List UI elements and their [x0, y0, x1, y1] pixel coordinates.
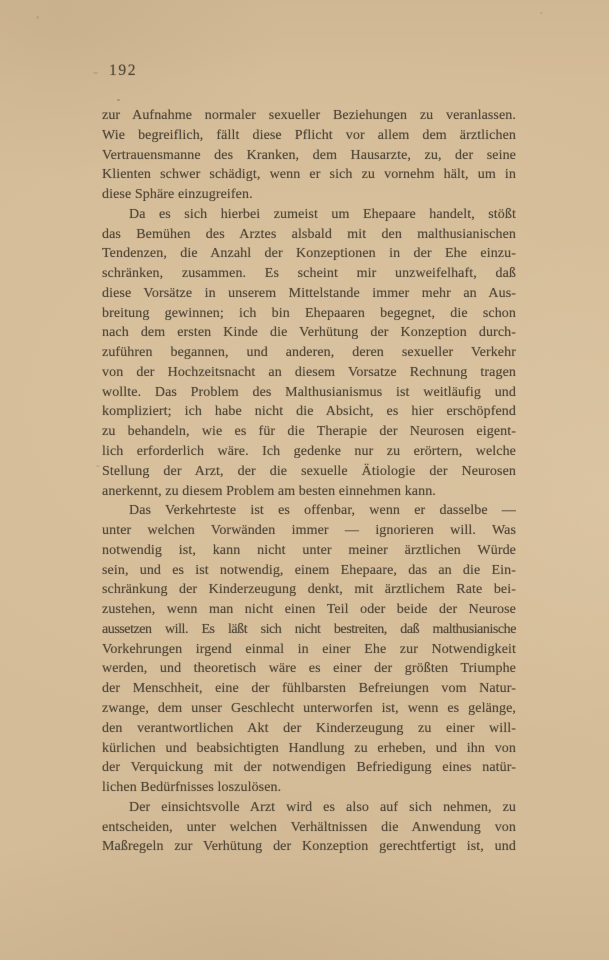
text-line: der Verquickung mit der notwendigen Befriedigung eines natür-: [102, 760, 516, 776]
text-line: anerkennt, zu diesem Problem am besten einnehmen kann.: [102, 483, 436, 499]
text-line: zur Aufnahme normaler sexueller Beziehungen zu veranlassen.: [102, 108, 516, 123]
paper-speck: [93, 72, 98, 74]
text-line: Stellung der Arzt, der die sexuelle Ätiologie der Neurosen: [102, 463, 516, 479]
text-line: notwendig ist, kann nicht unter meiner ärztlichen Würde: [102, 542, 516, 558]
paper-speck: [96, 465, 100, 467]
text-line: von der Hochzeitsnacht an diesem Vorsatze Rechnung tragen: [102, 364, 516, 380]
text-line: Tendenzen, die Anzahl der Konzeptionen in der Ehe einzu-: [102, 246, 516, 262]
text-line: zustehen, wenn man nicht einen Teil oder beide der Neurose: [102, 602, 516, 618]
text-line: entscheiden, unter welchen Verhältnissen die Anwendung von: [102, 819, 516, 835]
text-line: kürlichen und beabsichtigten Handlung zu erheben, und ihn von: [102, 740, 516, 756]
paper-speck: [540, 12, 543, 14]
text-line: schränken, zusammen. Es scheint mir unzweifelhaft, daß: [102, 266, 516, 282]
text-line: diese Vorsätze in unserem Mittelstande immer mehr an Aus-: [102, 285, 516, 301]
text-line: diese Sphäre einzugreifen.: [102, 187, 253, 203]
text-line: werden, und theoretisch wäre es einer der größten Triumphe: [102, 661, 516, 677]
text-line: kompliziert; ich habe nicht die Absicht, es hier erschöpfend: [102, 404, 516, 420]
text-line: der Menschheit, eine der fühlbarsten Befreiungen vom Natur-: [102, 681, 516, 697]
page-number: 192: [109, 62, 138, 79]
text-line: aussetzen will. Es läßt sich nicht bestreiten, daß malthusianische: [102, 621, 516, 637]
text-line: den verantwortlichen Akt der Kinderzeugung zu einer will-: [102, 720, 516, 736]
text-line: das Bemühen des Arztes alsbald mit den malthusianischen: [102, 226, 516, 242]
text-line: Klienten schwer schädigt, wenn er sich zu vornehm hält, um in: [102, 167, 516, 183]
text-line: Vertrauensmanne des Kranken, dem Hausarzte, zu, der seine: [102, 147, 516, 163]
text-line: Vorkehrungen irgend einmal in einer Ehe zur Notwendigkeit: [102, 641, 516, 657]
text-line: schränkung der Kinderzeugung denkt, mit ärztlichem Rate bei-: [102, 582, 516, 598]
text-line: Wie begreiflich, fällt diese Pflicht vor allem dem ärztlichen: [102, 127, 516, 143]
text-line: breitung gewinnen; ich bin Ehepaaren begegnet, die schon: [102, 305, 516, 321]
text-line: zuführen begannen, und anderen, deren sexueller Verkehr: [102, 345, 516, 361]
paper-speck: [117, 99, 120, 101]
text-line: lichen Bedürfnisses loszulösen.: [102, 780, 282, 796]
body-text: [102, 106, 516, 857]
text-line: unter welchen Vorwänden immer — ignorieren will. Was: [102, 523, 516, 539]
text-line: Da es sich hierbei zumeist um Ehepaare handelt, stößt: [129, 206, 516, 222]
text-line: sein, und es ist notwendig, einem Ehepaare, das an die Ein-: [102, 562, 516, 578]
text-line: zwange, dem unser Geschlecht unterworfen ist, wenn es gelänge,: [102, 700, 516, 716]
text-line: wollte. Das Problem des Malthusianismus ist weitläufig und: [102, 384, 516, 400]
text-line: Das Verkehrteste ist es offenbar, wenn er dasselbe —: [129, 503, 516, 519]
text-line: Der einsichtsvolle Arzt wird es also auf sich nehmen, zu: [129, 799, 516, 815]
text-line: zu behandeln, wie es für die Therapie der Neurosen eigent-: [102, 424, 516, 440]
text-line: lich erforderlich wäre. Ich gedenke nur zu erörtern, welche: [102, 444, 516, 460]
paper-speck: [36, 16, 39, 19]
text-line: nach dem ersten Kinde die Verhütung der Konzeption durch-: [102, 325, 516, 341]
text-line: Maßregeln zur Verhütung der Konzeption gerechtfertigt ist, und: [102, 839, 516, 855]
